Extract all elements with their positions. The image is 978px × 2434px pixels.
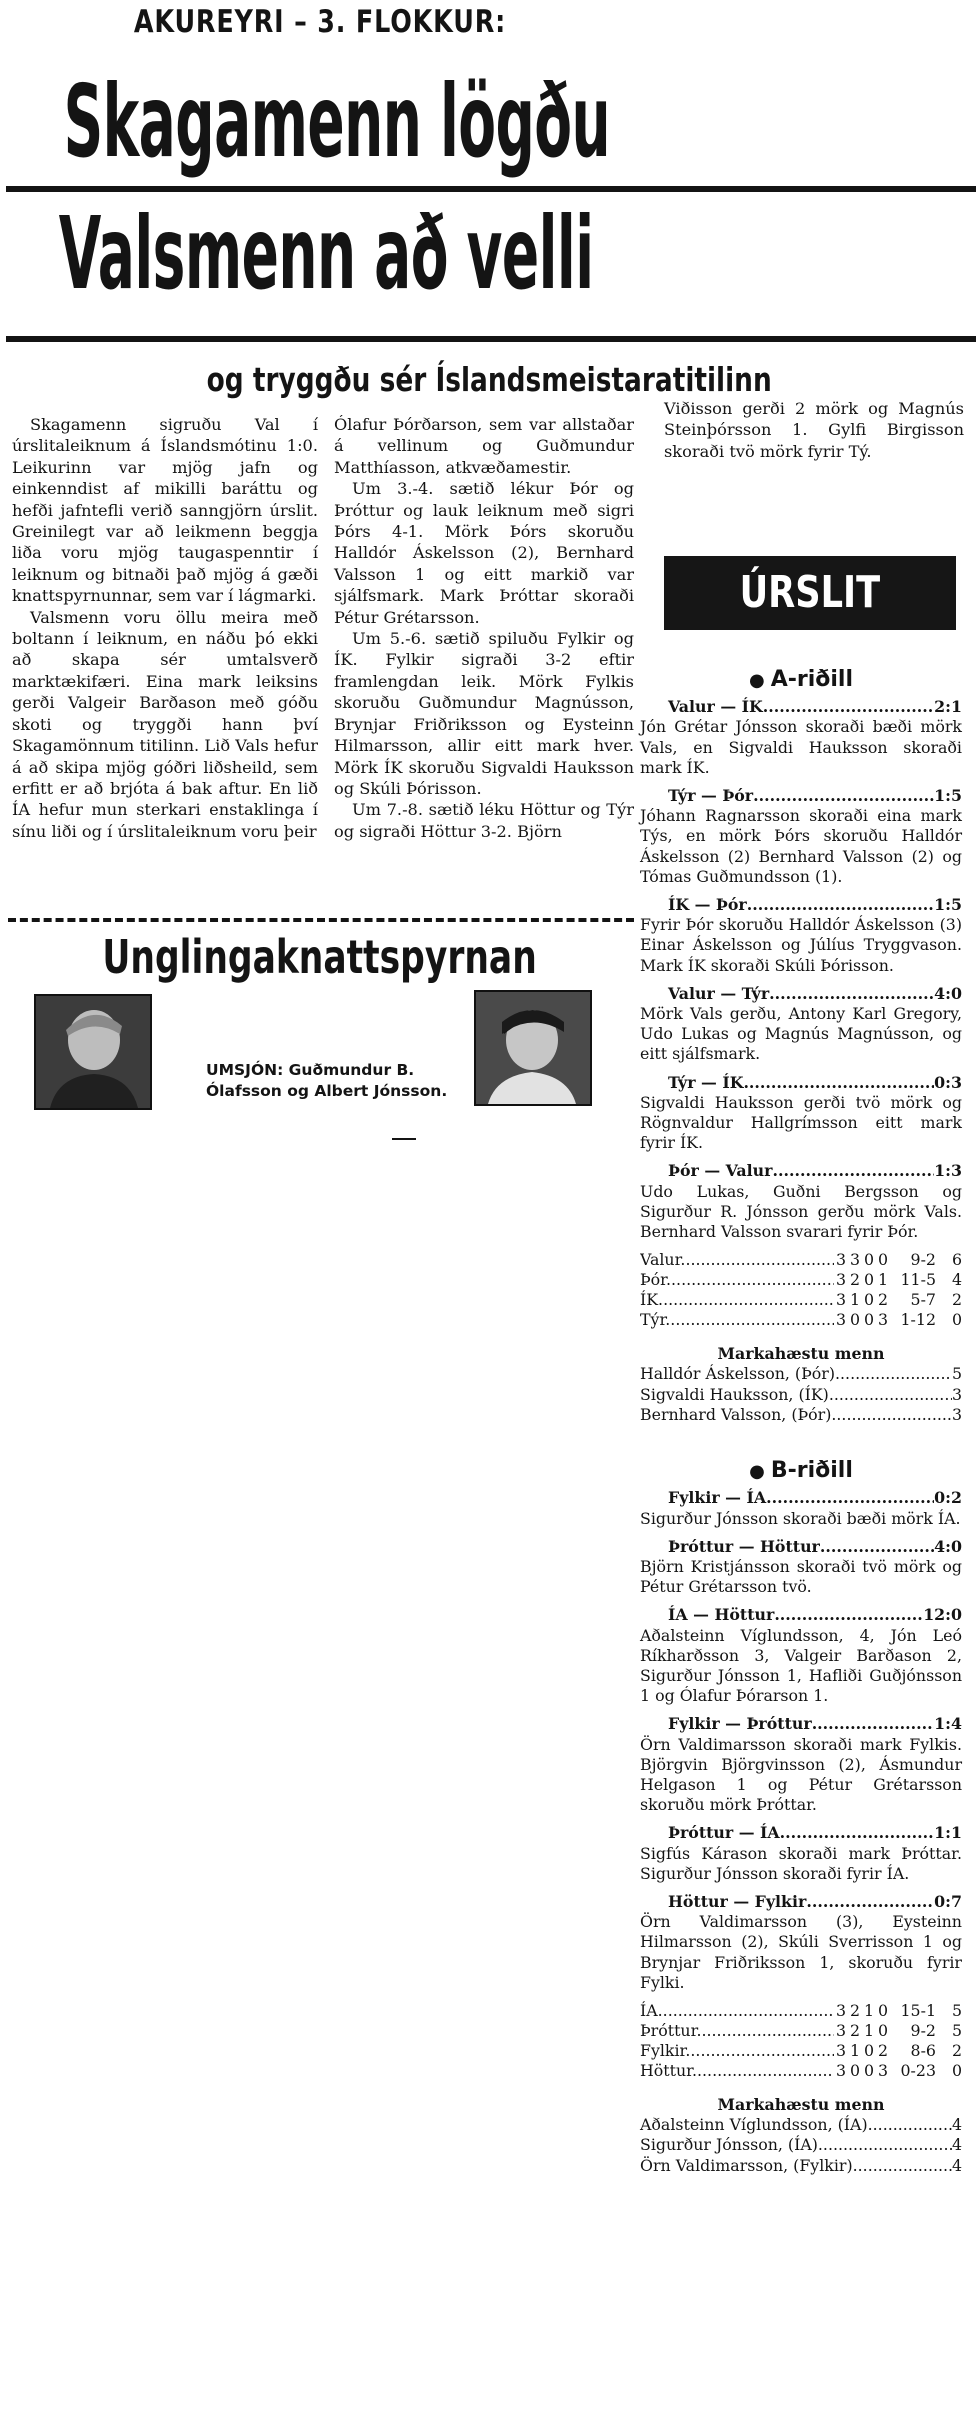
leader-dots (820, 1537, 934, 1557)
article-paragraph: Um 7.-8. sætið léku Höttur og Týr og sigraði Höttur 3-2. Björn (334, 800, 634, 841)
match-summary: Aðalsteinn Víglundsson, 4, Jón Leó Ríkharðsson 3, Valgeir Barðason 2, Sigurður Jónsson 1, Hafliði Guðjónsson 1 og Ólafur Þórarson 1. (640, 1625, 962, 1706)
match-header (640, 1073, 962, 1093)
group-b-matches (640, 1488, 962, 1993)
standings-team-cell (640, 1290, 834, 1310)
subheadline-text: og tryggðu sér Íslandsmeistaratitilinn (206, 360, 772, 399)
scorer-name: Örn Valdimarsson, (Fylkir) (640, 2155, 853, 2175)
match-teams: Fylkir — ÍA (668, 1488, 767, 1508)
leader-dots (743, 1073, 934, 1093)
standings-goals: 9-2 (910, 1250, 936, 1270)
headline-rule-bottom (6, 336, 976, 342)
standings-points: 0 (951, 2060, 962, 2080)
standings-d: 0 (863, 1270, 875, 1290)
standings-team: Týr ..... (640, 1310, 834, 1329)
match-summary: Örn Valdimarsson (3), Eysteinn Hilmarsson (2), Skúli Sverrisson 1 og Brynjar Friðriksson 1, skoruðu fyrir Fylki. (640, 1912, 962, 1992)
standings-w: 0 (849, 1310, 861, 1330)
standings-p: 3 (835, 2060, 847, 2080)
standings-points: 2 (951, 1290, 962, 1310)
leader-dots (747, 895, 934, 915)
ungl-title-text: Unglingaknattspyrnan (102, 930, 538, 984)
match-teams: ÍA — Höttur (668, 1605, 775, 1625)
scorer-goals: 3 (951, 1384, 962, 1404)
match-header (640, 984, 962, 1004)
article-paragraph: Um 3.-4. sætið lékur Þór og Þróttur og lauk leiknum með sigri Þórs 4-1. Mörk Þórs skoruðu Halldór Áskelsson (2), Bernhard Valsson 1 og eitt markið var sjálfsmark. Mark Þróttar skoraði Pétur Grétarsson. (334, 479, 634, 627)
standings-team: Valur ..... (640, 1250, 834, 1269)
leader-dots (831, 1405, 952, 1425)
leader-dots (829, 1385, 952, 1405)
match-summary: Jón Grétar Jónsson skoraði bæði mörk Vals, en Sigvaldi Hauksson skoraði mark ÍK. (640, 717, 962, 777)
standings-row (640, 2001, 962, 2021)
match-header (640, 1605, 962, 1625)
standings-l: 2 (877, 1290, 889, 1310)
match-score: 2:1 (934, 697, 962, 717)
article-paragraph: Um 5.-6. sætið spiluðu Fylkir og ÍK. Fylkir sigraði 3-2 eftir framlengdan leik. Mörk Fylkis skoruðu Guðmundur Magnússon, Brynjar Friðriksson og Eysteinn Hilmarsson, allir eitt mark hver. Mörk ÍK skoruðu Sigvaldi Hauksson og Skúli Þórisson. (334, 629, 634, 798)
standings-l: 2 (877, 2040, 889, 2060)
scorer-name: Aðalsteinn Víglundsson, (ÍA) (640, 2115, 868, 2135)
standings-w: 2 (849, 2020, 861, 2040)
byline: UMSJÓN: Guðmundur B. Ólafsson og Albert Jónsson. (206, 1061, 448, 1100)
scorer-goals: 4 (951, 2155, 962, 2175)
standings-team-cell (640, 2041, 834, 2061)
match-header (640, 697, 962, 717)
match-summary: Örn Valdimarsson skoraði mark Fylkis. Björgvin Björgvinsson (2), Ásmundur Helgason 1 og Pétur Grétarsson skoruðu mörk Þróttar. (640, 1734, 962, 1815)
leader-dots (812, 1714, 934, 1734)
match-teams: Höttur — Fylkir (668, 1891, 807, 1911)
match-summary: Fyrir Þór skoruðu Halldór Áskelsson (3) Einar Áskelsson og Júlíus Tryggvason. Mark ÍK skoraði Skúli Þórisson. (640, 915, 962, 975)
article-column-2 (334, 414, 634, 842)
match-summary: Udo Lukas, Guðni Bergsson og Sigurður R. Jónsson gerðu mörk Vals. Bernhard Valsson svarari fyrir Þór. (640, 1181, 962, 1242)
standings-p: 3 (835, 1270, 847, 1290)
results-column (640, 660, 962, 2176)
standings-goals: 5-7 (910, 1290, 936, 1310)
group-a-scorers (640, 1364, 962, 1425)
standings-goals: 8-6 (910, 2040, 936, 2060)
article-paragraph: Viðisson gerði 2 mörk og Magnús Steinþórsson 1. Gylfi Birgisson skoraði tvö mörk fyrir Tý. (664, 399, 964, 461)
standings-goals: 0-23 (900, 2060, 936, 2080)
headline-rule-top (6, 186, 976, 192)
standings-w: 2 (849, 1270, 861, 1290)
standings-d: 1 (863, 2020, 875, 2040)
standings-d: 0 (863, 2040, 875, 2060)
match-header (640, 1488, 962, 1508)
standings-team: Höttur ..... (640, 2061, 834, 2080)
leader-dots (763, 697, 934, 717)
standings-d: 0 (863, 2060, 875, 2080)
scorer-name: Bernhard Valsson, (Þór) (640, 1404, 832, 1424)
standings-goals: 15-1 (900, 2000, 936, 2020)
standings-l: 3 (877, 1310, 889, 1330)
scorer-goals: 3 (951, 1404, 962, 1424)
standings-team-cell (640, 2061, 834, 2081)
standings-team-cell (640, 1310, 834, 1330)
standings-w: 2 (849, 2000, 861, 2020)
kicker: AKUREYRI – 3. FLOKKUR: (133, 4, 507, 40)
match-score: 4:0 (934, 1536, 962, 1556)
headline-line-2 (0, 195, 640, 312)
standings-w: 1 (849, 1290, 861, 1310)
standings-team-cell (640, 2001, 834, 2021)
match-score: 4:0 (934, 983, 962, 1003)
match-header (640, 1161, 962, 1181)
article-paragraph: Skagamenn sigruðu Val í úrslitaleiknum á Íslandsmótinu 1:0. Leikurinn var mjög jafn og einkenndist af mikilli baráttu og hefði jafntefli verið sanngjörn úrslit. Greinilegt var að leikmenn beggja liða voru mjög taugaspenntir í leiknum og bitnaði það mjög á gæði knattspyrnunnar, sem var í lágmarki. (12, 415, 318, 606)
match-header (640, 1892, 962, 1912)
standings-l: 3 (877, 2060, 889, 2080)
match-score: 12:0 (923, 1605, 962, 1625)
standings-w: 0 (849, 2060, 861, 2080)
columnist-photo-2 (474, 990, 592, 1106)
results-banner-text: ÚRSLIT (739, 567, 881, 618)
match-score: 0:7 (934, 1891, 962, 1911)
leader-dots (780, 1823, 935, 1843)
standings-p: 3 (835, 2000, 847, 2020)
standings-d: 1 (863, 2000, 875, 2020)
scorer-row (640, 2135, 962, 2155)
ungl-title (0, 930, 640, 984)
scorer-row (640, 2115, 962, 2135)
portrait-image (36, 996, 150, 1108)
scorer-row (640, 1405, 962, 1425)
article-column-1 (12, 414, 318, 842)
standings-row (640, 2041, 962, 2061)
headline-line-1-text: Skagamenn lögðu (63, 63, 611, 180)
match-header (640, 895, 962, 915)
standings-points: 5 (951, 2020, 962, 2040)
group-a-standings (640, 1250, 962, 1330)
match-teams: ÍK — Þór (668, 895, 747, 915)
match-score: 1:3 (934, 1161, 962, 1181)
standings-team: ÍA ..... (640, 2001, 834, 2020)
standings-p: 3 (835, 2020, 847, 2040)
match-summary: Sigurður Jónsson skoraði bæði mörk ÍA. (640, 1508, 961, 1528)
standings-team: Þór ..... (640, 1270, 834, 1289)
standings-goals: 11-5 (900, 1270, 936, 1290)
standings-d: 0 (863, 1310, 875, 1330)
standings-p: 3 (835, 2040, 847, 2060)
results-banner (664, 556, 956, 630)
match-teams: Valur — ÍK (668, 697, 763, 717)
ungl-dashed-rule (8, 918, 634, 922)
standings-d: 0 (863, 1250, 875, 1270)
standings-row (640, 2061, 962, 2081)
headline-line-1 (0, 63, 640, 180)
standings-p: 3 (835, 1250, 847, 1270)
match-teams: Týr — ÍK (668, 1072, 744, 1092)
standings-l: 1 (877, 1270, 889, 1290)
leader-dots (818, 2135, 952, 2155)
leader-dots (806, 1892, 934, 1912)
standings-row (640, 2021, 962, 2041)
match-header (640, 1823, 962, 1843)
standings-row (640, 1310, 962, 1330)
standings-points: 0 (951, 1310, 962, 1330)
group-a-scorers-title: Markahæstu menn (717, 1344, 885, 1364)
match-score: 1:5 (934, 895, 962, 915)
match-summary: Sigfús Kárason skoraði mark Þróttar. Sigurður Jónsson skoraði fyrir ÍA. (640, 1843, 962, 1883)
standings-points: 6 (951, 1250, 962, 1270)
article-paragraph: Ólafur Þórðarson, sem var allstaðar á vellinum og Guðmundur Matthíasson, atkvæðamestir. (334, 415, 634, 477)
scorer-row (640, 2156, 962, 2176)
leader-dots (774, 1605, 923, 1625)
scorer-name: Sigvaldi Hauksson, (ÍK) (640, 1384, 829, 1404)
leader-dots (853, 2156, 952, 2176)
match-header (640, 786, 962, 806)
standings-team: Þróttur ..... (640, 2021, 834, 2040)
match-header (640, 1714, 962, 1734)
portrait-image (476, 992, 590, 1104)
standings-w: 3 (849, 1250, 861, 1270)
standings-points: 2 (951, 2040, 962, 2060)
scorer-name: Halldór Áskelsson, (Þór) (640, 1364, 835, 1384)
match-score: 1:1 (934, 1823, 962, 1843)
match-summary: Mörk Vals gerðu, Antony Karl Gregory, Udo Lukas og Magnús Magnússon, og eitt sjálfsmark. (640, 1004, 962, 1064)
match-summary: Björn Kristjánsson skoraði tvö mörk og Pétur Grétarsson tvö. (640, 1556, 962, 1597)
standings-team-cell (640, 1270, 834, 1290)
standings-d: 0 (863, 1290, 875, 1310)
scorer-goals: 4 (951, 2135, 962, 2155)
match-summary: Jóhann Ragnarsson skoraði eina mark Týs, en mörk Þórs skoruðu Halldór Áskelsson (2) Bernhard Valsson (2) og Tómas Guðmundsson (1). (640, 806, 962, 886)
standings-team: ÍK ..... (640, 1290, 834, 1309)
group-a-title: ● A-riðill (640, 670, 962, 691)
standings-team-cell (640, 1250, 834, 1270)
standings-points: 5 (951, 2000, 962, 2020)
standings-l: 0 (877, 1250, 889, 1270)
standings-row (640, 1270, 962, 1290)
scorer-row (640, 1364, 962, 1384)
divider-mark (392, 1138, 416, 1140)
standings-team: Fylkir ..... (640, 2041, 834, 2060)
subheadline (0, 360, 978, 399)
standings-row (640, 1250, 962, 1270)
leader-dots (772, 1161, 934, 1181)
leader-dots (835, 1364, 952, 1384)
standings-goals: 1-12 (900, 1310, 936, 1330)
group-a-matches (640, 697, 962, 1242)
group-b-scorers-title: Markahæstu menn (717, 2094, 885, 2114)
leader-dots (766, 1488, 934, 1508)
standings-team-cell (640, 2021, 834, 2041)
match-teams: Valur — Týr (668, 983, 770, 1003)
scorer-row (640, 1385, 962, 1405)
leader-dots (769, 984, 934, 1004)
match-teams: Þróttur — Höttur (668, 1536, 820, 1556)
standings-goals: 9-2 (910, 2020, 936, 2040)
match-teams: Þróttur — ÍA (668, 1823, 780, 1843)
match-teams: Fylkir — Þróttur (668, 1714, 812, 1734)
standings-l: 0 (877, 2020, 889, 2040)
leader-dots (868, 2115, 952, 2135)
group-b-title: ● B-riðill (640, 1461, 962, 1482)
match-score: 1:4 (934, 1714, 962, 1734)
group-b-scorers (640, 2115, 962, 2176)
headline-line-2-text: Valsmenn að velli (58, 195, 594, 312)
article-paragraph: Valsmenn voru öllu meira með boltann í leiknum, en náðu þó ekki að skapa sér umtalsverð marktækifæri. Eina mark leiksins gerði Valgeir Barðason með góðu skoti og tryggði hann því Skagamönnum titilinn. Lið Vals hefur á að skipa mjög góðri liðsheild, sem erfitt er að brjóta á bak aftur. En lið ÍA hefur mun sterkari enstaklinga í sínu liði og í úrslitaleiknum voru þeir (12, 607, 318, 841)
scorer-goals: 5 (951, 1364, 962, 1384)
match-teams: Týr — Þór (668, 786, 754, 806)
standings-l: 0 (877, 2000, 889, 2020)
standings-points: 4 (951, 1270, 962, 1290)
standings-p: 3 (835, 1310, 847, 1330)
match-summary: Sigvaldi Hauksson gerði tvö mörk og Rögnvaldur Hallgrímsson eitt mark fyrir ÍK. (640, 1092, 962, 1153)
match-score: 0:3 (934, 1072, 962, 1092)
match-score: 0:2 (934, 1488, 962, 1508)
leader-dots (753, 786, 934, 806)
standings-p: 3 (835, 1290, 847, 1310)
match-score: 1:5 (934, 786, 962, 806)
standings-w: 1 (849, 2040, 861, 2060)
match-teams: Þór — Valur (668, 1161, 773, 1181)
match-header (640, 1537, 962, 1557)
group-b-standings (640, 2001, 962, 2081)
standings-row (640, 1290, 962, 1310)
scorer-name: Sigurður Jónsson, (ÍA) (640, 2135, 818, 2155)
article-column-3 (664, 398, 964, 462)
columnist-photo-1 (34, 994, 152, 1110)
scorer-goals: 4 (951, 2115, 962, 2135)
